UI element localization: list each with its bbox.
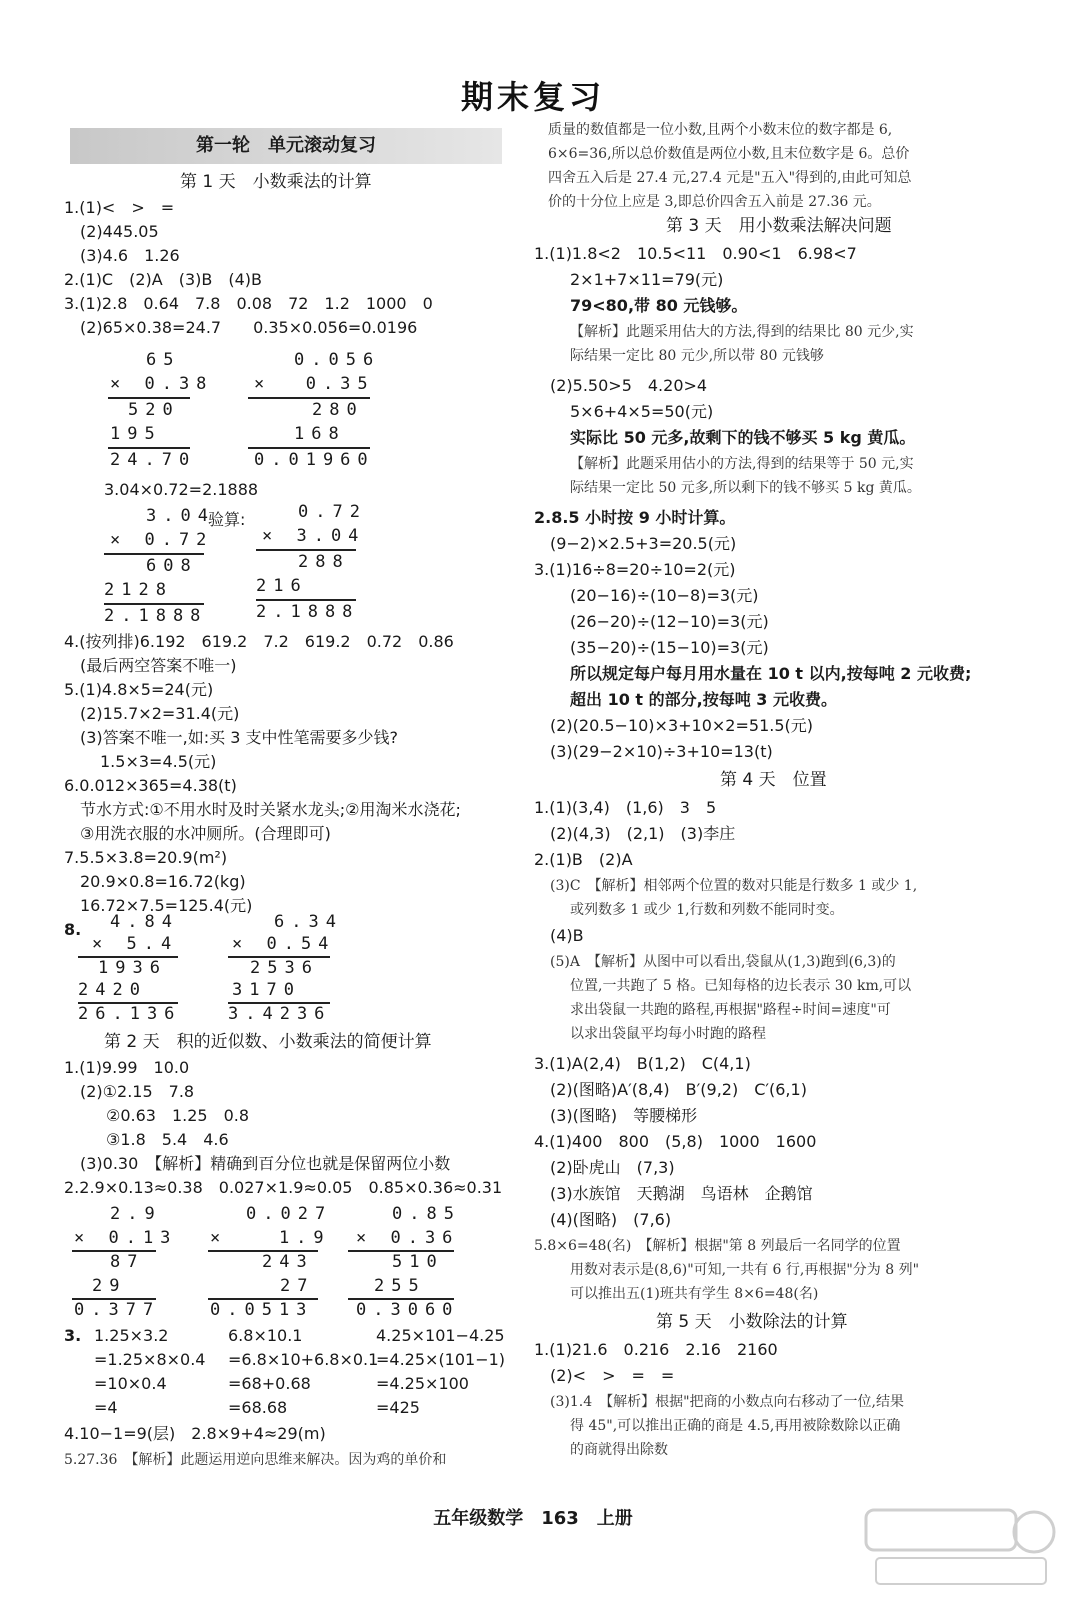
analysis-line: 际结果一定比 50 元多,所以剩下的钱不够买 5 kg 黄瓜。 — [570, 480, 921, 496]
day3-heading: 第 3 天 用小数乘法解决问题 — [666, 216, 892, 236]
analysis-line: 【解析】此题采用估小的方法,得到的结果等于 50 元,实 — [570, 456, 914, 472]
answer-line: 1.(1)21.6 0.216 2.16 2160 — [534, 1340, 778, 1359]
answer-line: (2)(20.5−10)×3+10×2=51.5(元) — [550, 716, 813, 735]
calc-step: =6.8×10+6.8×0.1 — [228, 1350, 379, 1369]
analysis-line: 【解析】此题采用估大的方法,得到的结果比 80 元少,实 — [570, 324, 914, 340]
analysis-line: (3)C 【解析】相邻两个位置的数对只能是行数多 1 或少 1, — [550, 878, 918, 894]
answer-line: 2.2.9×0.13≈0.38 0.027×1.9≈0.05 0.85×0.36≈0.31 — [64, 1178, 503, 1197]
answer-line: (2)①2.15 7.8 — [80, 1082, 195, 1101]
vertical-calc-line: 2536 — [250, 958, 319, 978]
vertical-calc-line: 0.01960 — [254, 450, 375, 470]
vertical-calc-line: 280 — [312, 400, 364, 420]
vertical-calc-line: 2.1888 — [256, 602, 360, 622]
page-footer: 五年级数学 163 上册 — [433, 1508, 633, 1529]
analysis-line: 以求出袋鼠平均每小时跑的路程 — [570, 1026, 766, 1042]
vertical-calc-line: 0.377 — [74, 1300, 161, 1320]
answer-line: 20.9×0.8=16.72(kg) — [80, 872, 246, 891]
vertical-calc-line: 216 — [256, 576, 308, 596]
day5-heading: 第 5 天 小数除法的计算 — [656, 1312, 848, 1332]
vertical-calc-line: 608 — [146, 556, 198, 576]
calc-step: =4.25×(101−1) — [376, 1350, 506, 1369]
vertical-calc-line: 243 — [262, 1252, 314, 1272]
vertical-calc-line: 0.056 — [294, 350, 381, 370]
vertical-calc-line: × 0.35 — [254, 374, 375, 394]
calc-rule — [248, 397, 370, 399]
watermark-logo — [856, 1500, 1056, 1590]
answer-line: (26−20)÷(12−10)=3(元) — [570, 612, 769, 631]
answer-line: 2.8.5 小时按 9 小时计算。 — [534, 508, 736, 527]
calc-step: 1.25×3.2 — [94, 1326, 169, 1345]
answer-line: (9−2)×2.5+3=20.5(元) — [550, 534, 737, 553]
answer-line: 3.(1)2.8 0.64 7.8 0.08 72 1.2 1000 0 — [64, 294, 433, 313]
answer-line: 2.(1)B (2)A — [534, 850, 633, 869]
calc-step: =4 — [94, 1398, 118, 1417]
section-banner: 第一轮 单元滚动复习 — [70, 128, 502, 164]
analysis-line: 或列数多 1 或少 1,行数和列数不能同时变。 — [570, 902, 844, 918]
answer-line: 4.10−1=9(层) 2.8×9+4≈29(m) — [64, 1424, 326, 1443]
analysis-line: 5.8×6=48(名) 【解析】根据"第 8 列最后一名同学的位置 — [534, 1238, 901, 1254]
analysis-line: 质量的数值都是一位小数,且两个小数末位的数字都是 6, — [548, 122, 893, 138]
calc-step: 6.8×10.1 — [228, 1326, 303, 1345]
calc-step: 4.25×101−4.25 — [376, 1326, 505, 1345]
vertical-calc-line: 288 — [298, 552, 350, 572]
vertical-calc-line: 6.34 — [274, 912, 343, 932]
vertical-calc-line: 2420 — [78, 980, 147, 1000]
vertical-calc-line: 26.136 — [78, 1004, 182, 1024]
answer-line: 5.(1)4.8×5=24(元) — [64, 680, 214, 699]
analysis-line: (3)1.4 【解析】根据"把商的小数点向右移动了一位,结果 — [550, 1394, 904, 1410]
analysis-line: 用数对表示是(8,6)"可知,一共有 6 行,再根据"分为 8 列" — [570, 1262, 920, 1278]
calc-rule — [248, 447, 370, 449]
vertical-calc-line: 3.4236 — [228, 1004, 332, 1024]
answer-line: 7.5.5×3.8=20.9(m²) — [64, 848, 228, 867]
answer-line: 2×1+7×11=79(元) — [570, 270, 724, 289]
vertical-calc-line: 0.027 — [246, 1204, 333, 1224]
answer-line: 6.0.012×365=4.38(t) — [64, 776, 237, 795]
vertical-calc-line: 195 — [110, 424, 162, 444]
analysis-line: 际结果一定比 80 元少,所以带 80 元钱够 — [570, 348, 824, 364]
analysis-line: (5)A 【解析】从图中可以看出,袋鼠从(1,3)跑到(6,3)的 — [550, 954, 896, 970]
answer-line: (2)65×0.38=24.7 0.35×0.056=0.0196 — [80, 318, 418, 337]
calc-step: =425 — [376, 1398, 420, 1417]
vertical-calc-line: 87 — [110, 1252, 145, 1272]
answer-line: (35−20)÷(15−10)=3(元) — [570, 638, 769, 657]
calc-rule — [108, 447, 190, 449]
answer-line: (3)4.6 1.26 — [80, 246, 180, 265]
answer-line: ③1.8 5.4 4.6 — [106, 1130, 229, 1149]
answer-line: ②0.63 1.25 0.8 — [106, 1106, 250, 1125]
answer-line: 3.04×0.72=2.1888 — [104, 480, 259, 499]
vertical-calc-line: 3170 — [232, 980, 301, 1000]
page-title: 期末复习 — [460, 78, 605, 116]
analysis-line: 价的十分位上应是 3,即总价四舍五入前是 27.36 元。 — [548, 194, 881, 210]
answer-line: 4.(按列排)6.192 619.2 7.2 619.2 0.72 0.86 — [64, 632, 454, 651]
answer-line: 节水方式:①不用水时及时关紧水龙头;②用淘米水浇花; — [80, 800, 461, 819]
vertical-calc-line: 65 — [146, 350, 181, 370]
vertical-calc-line: 168 — [294, 424, 346, 444]
vertical-calc-line: 24.70 — [110, 450, 197, 470]
answer-line: 1.(1)9.99 10.0 — [64, 1058, 190, 1077]
answer-line: 1.(1)< > = — [64, 198, 175, 217]
analysis-line: 求出袋鼠一共跑的路程,再根据"路程÷时间=速度"可 — [570, 1002, 891, 1018]
answer-line: (2)445.05 — [80, 222, 159, 241]
analysis-line: 6×6=36,所以总价数值是两位小数,且末位数字是 6。总价 — [548, 146, 910, 162]
vertical-calc-line: 2128 — [104, 580, 173, 600]
vertical-calc-line: × 0.38 — [110, 374, 214, 394]
calc-step: =68+0.68 — [228, 1374, 311, 1393]
answer-line: 超出 10 t 的部分,按每吨 3 元收费。 — [570, 690, 837, 709]
answer-line: 16.72×7.5=125.4(元) — [80, 896, 253, 915]
answer-line: (3)(29−2×10)÷3+10=13(t) — [550, 742, 773, 761]
analysis-line: 可以推出五(1)班共有学生 8×6=48(名) — [570, 1286, 819, 1302]
analysis-line: 位置,一共跑了 5 格。已知每格的边长表示 30 km,可以 — [570, 978, 912, 994]
answer-line: 1.(1)1.8<2 10.5<11 0.90<1 6.98<7 — [534, 244, 857, 263]
answer-line: (3)答案不唯一,如:买 3 支中性笔需要多少钱? — [80, 728, 398, 747]
vertical-calc-line: × 0.13 — [74, 1228, 178, 1248]
question-label: 8. — [64, 920, 82, 939]
answer-line: 实际比 50 元多,故剩下的钱不够买 5 kg 黄瓜。 — [570, 428, 916, 447]
analysis-line: 四舍五入后是 27.4 元,27.4 元是"五入"得到的,由此可知总 — [548, 170, 912, 186]
vertical-calc-line: 520 — [128, 400, 180, 420]
vertical-calc-line: × 5.4 — [92, 934, 179, 954]
vertical-calc-line: 4.84 — [110, 912, 179, 932]
vertical-calc-line: × 0.36 — [356, 1228, 460, 1248]
vertical-calc-line: 2.1888 — [104, 606, 208, 626]
answer-line: 79<80,带 80 元钱够。 — [570, 296, 748, 315]
calc-step: =68.68 — [228, 1398, 288, 1417]
calc-step: =10×0.4 — [94, 1374, 167, 1393]
answer-line: (3)水族馆 天鹅湖 鸟语林 企鹅馆 — [550, 1184, 813, 1203]
answer-line: (2)< > = = — [550, 1366, 675, 1385]
calc-step: =1.25×8×0.4 — [94, 1350, 206, 1369]
answer-line: 1.(1)(3,4) (1,6) 3 5 — [534, 798, 717, 817]
answer-line: (2)(图略)A′(8,4) B′(9,2) C′(6,1) — [550, 1080, 807, 1099]
analysis-line: 得 45",可以推出正确的商是 4.5,再用被除数除以正确 — [570, 1418, 901, 1434]
vertical-calc-line: 0.85 — [392, 1204, 461, 1224]
calc-step: =4.25×100 — [376, 1374, 469, 1393]
day4-heading: 第 4 天 位置 — [720, 770, 827, 790]
answer-line: 3.(1)16÷8=20÷10=2(元) — [534, 560, 736, 579]
answer-line: (3)(图略) 等腰梯形 — [550, 1106, 698, 1125]
answer-line: 2.(1)C (2)A (3)B (4)B — [64, 270, 262, 289]
check-label: 验算: — [208, 510, 246, 529]
answer-line: (2)(4,3) (2,1) (3)李庄 — [550, 824, 736, 843]
answer-line: (4)(图略) (7,6) — [550, 1210, 672, 1229]
vertical-calc-line: × 1.9 — [210, 1228, 331, 1248]
answer-line: 所以规定每户每月用水量在 10 t 以内,按每吨 2 元收费; — [570, 664, 972, 683]
answer-line: (2)5.50>5 4.20>4 — [550, 376, 708, 395]
answer-line: (2)卧虎山 (7,3) — [550, 1158, 675, 1177]
calc-rule — [256, 549, 356, 551]
vertical-calc-line: 255 — [374, 1276, 426, 1296]
answer-line: 5.27.36 【解析】此题运用逆向思维来解决。因为鸡的单价和 — [64, 1452, 447, 1468]
vertical-calc-line: × 3.04 — [262, 526, 366, 546]
answer-line: (4)B — [550, 926, 584, 945]
vertical-calc-line: 27 — [280, 1276, 315, 1296]
vertical-calc-line: 3.04 — [146, 506, 215, 526]
answer-line: 1.5×3=4.5(元) — [100, 752, 217, 771]
answer-line: 3.(1)A(2,4) B(1,2) C(4,1) — [534, 1054, 751, 1073]
calc-rule — [104, 553, 204, 555]
day1-heading: 第 1 天 小数乘法的计算 — [180, 172, 372, 192]
answer-line: 5×6+4×5=50(元) — [570, 402, 714, 421]
answer-line: 4.(1)400 800 (5,8) 1000 1600 — [534, 1132, 817, 1151]
vertical-calc-line: 1936 — [98, 958, 167, 978]
vertical-calc-line: × 0.72 — [110, 530, 214, 550]
vertical-calc-line: × 0.54 — [232, 934, 336, 954]
vertical-calc-line: 0.0513 — [210, 1300, 314, 1320]
answer-line: (最后两空答案不唯一) — [80, 656, 237, 675]
vertical-calc-line: 510 — [392, 1252, 444, 1272]
vertical-calc-line: 2.9 — [110, 1204, 162, 1224]
calc-rule — [104, 603, 204, 605]
answer-line: (20−16)÷(10−8)=3(元) — [570, 586, 759, 605]
vertical-calc-line: 29 — [92, 1276, 127, 1296]
vertical-calc-line: 0.72 — [298, 502, 367, 522]
answer-line: (2)15.7×2=31.4(元) — [80, 704, 240, 723]
calc-rule — [256, 599, 356, 601]
question-label: 3. — [64, 1326, 82, 1345]
day2-heading: 第 2 天 积的近似数、小数乘法的简便计算 — [104, 1032, 432, 1052]
answer-line: (3)0.30 【解析】精确到百分位也就是保留两位小数 — [80, 1154, 451, 1173]
analysis-line: 的商就得出除数 — [570, 1442, 668, 1458]
calc-rule — [108, 397, 190, 399]
answer-line: ③用洗衣服的水冲厕所。(合理即可) — [80, 824, 331, 843]
vertical-calc-line: 0.3060 — [356, 1300, 460, 1320]
